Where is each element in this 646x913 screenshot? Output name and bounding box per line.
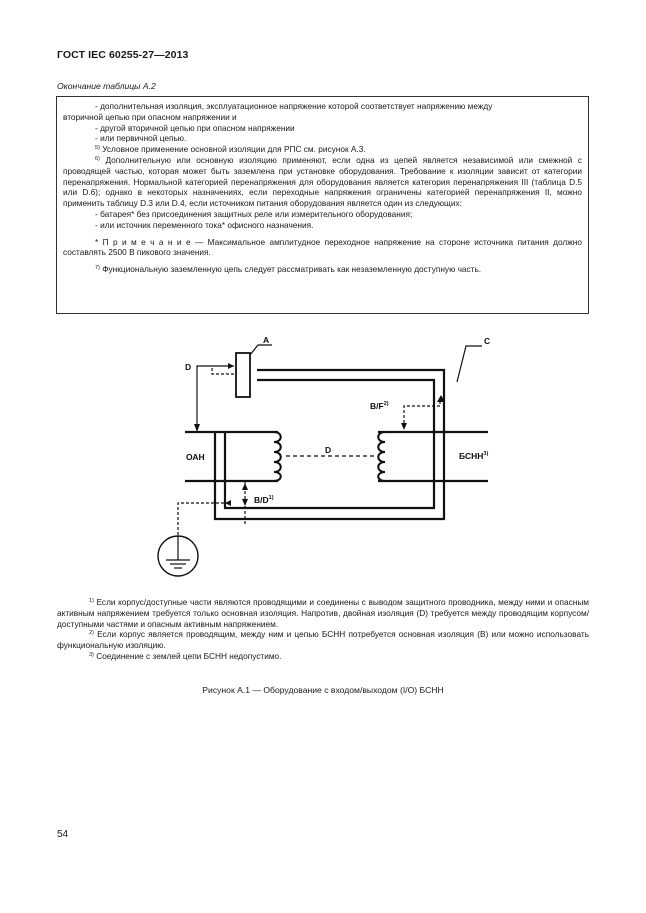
label-d-top: D xyxy=(185,362,192,372)
table-a2-footnotes xyxy=(56,96,589,314)
bullet-battery: - батарея* без присоединения защитных реле или измерительного оборудования; xyxy=(95,208,413,219)
secondary-winding xyxy=(378,432,385,481)
page-number: 54 xyxy=(57,829,69,840)
label-bsnn xyxy=(459,451,488,461)
arrow-bd-enclosure xyxy=(242,499,248,506)
label-bf-text: B/F xyxy=(370,401,384,411)
footnote-7-number: 7) xyxy=(95,265,100,272)
figure-note-2-text: Если корпус является проводящим, между ним и цепью БСНН потребуется основная изоляция (В) или можно использовать функциональную изоляцию. xyxy=(57,629,589,651)
arrow-d-to-bus xyxy=(194,424,200,432)
label-a-leader xyxy=(250,345,272,355)
footnote-6 xyxy=(63,155,582,209)
table-note: * П р и м е ч а н и е — Максимальное амплитудное переходное напряжение на стороне источника питания должно составлять 2500 В пикового значения. xyxy=(63,236,582,258)
figure-notes xyxy=(57,597,589,662)
label-bd-sup: 1) xyxy=(268,495,274,501)
d-reference-line xyxy=(197,366,234,424)
footnote-5 xyxy=(63,144,582,155)
document-header: ГОСТ IEC 60255-27—2013 xyxy=(57,49,189,61)
arrow-d-to-a xyxy=(228,363,234,369)
figure-a1-diagram xyxy=(0,320,646,590)
table-line-4: - или первичной цепью. xyxy=(95,133,187,144)
table-line-1: - дополнительная изоляция, эксплуатационное напряжение которой соответствует напряжению между xyxy=(95,101,493,111)
label-oan: ОАН xyxy=(186,452,205,462)
figure-note-3 xyxy=(57,651,589,662)
label-bf xyxy=(370,401,389,411)
footnote-7-text: Функциональную заземленную цепь следует рассматривать как незаземленную доступную часть. xyxy=(99,264,482,275)
label-bd-text: B/D xyxy=(254,495,269,505)
label-bsnn-text: БСНН xyxy=(459,451,484,461)
enclosure-c-outline-inner xyxy=(225,380,434,508)
label-bd xyxy=(254,495,274,505)
bullet-ac-source: - или источник переменного тока* офисного назначения. xyxy=(95,219,314,230)
table-continuation-caption: Окончание таблицы А.2 xyxy=(57,81,156,91)
figure-note-1-text: Если корпус/доступные части являются проводящими и соединены с выводом защитного проводника, между ними и опасным активным напряжением требуется только основная изоляция. Напротив, двойная изоляция (D) требуется между проводящим корпусом/доступными частями и опасным активным напряжением. xyxy=(57,597,589,629)
arrow-bd-bus xyxy=(242,483,248,490)
label-bsnn-sup: 3) xyxy=(483,451,489,457)
footnote-6-number: 6) xyxy=(95,155,100,162)
figure-caption: Рисунок А.1 — Оборудование с входом/выходом (I/O) БСНН xyxy=(202,685,444,695)
d-reference-dash xyxy=(212,368,234,374)
figure-note-2-number: 2) xyxy=(89,630,94,637)
figure-note-2 xyxy=(57,629,589,651)
component-a xyxy=(236,353,250,397)
footnote-7 xyxy=(63,264,582,275)
table-line-2: вторичной цепью при опасном напряжении и xyxy=(63,111,237,122)
figure-note-1-number: 1) xyxy=(89,598,94,604)
footnote-6-text: Дополнительную или основную изоляцию применяют, если одна из цепей является независимой или смежной с проводящей частью, которая может быть заземлена при установке оборудования. Требование к изоляции зависит от категории перенапряжения. Нормальной категорией перенапряжения для оборудования является категория перенапряжения III (таблица D.5 или D.6); однако в некоторых назначениях, если переходные напряжения ограничены категорией перенапряжения II, можно применить таблицу D.3 или D.4, если источником питания оборудования является один из следующих: xyxy=(63,154,582,209)
primary-winding xyxy=(274,432,281,481)
label-c-leader xyxy=(457,346,482,382)
label-a: A xyxy=(263,335,270,345)
table-line-3: - другой вторичной цепью при опасном напряжении xyxy=(95,122,295,133)
label-d-mid: D xyxy=(325,445,332,455)
footnote-5-text: Условное применение основной изоляции для РПС см. рисунок А.3. xyxy=(99,144,366,155)
label-bf-sup: 2) xyxy=(383,401,389,407)
figure-note-3-text: Соединение с землей цепи БСНН недопустимо. xyxy=(93,650,282,661)
arrow-bf-bus xyxy=(401,423,407,430)
label-c: C xyxy=(484,336,491,346)
footnote-5-number: 5) xyxy=(95,145,100,152)
figure-note-1 xyxy=(57,597,589,629)
figure-note-3-number: 3) xyxy=(89,651,94,658)
